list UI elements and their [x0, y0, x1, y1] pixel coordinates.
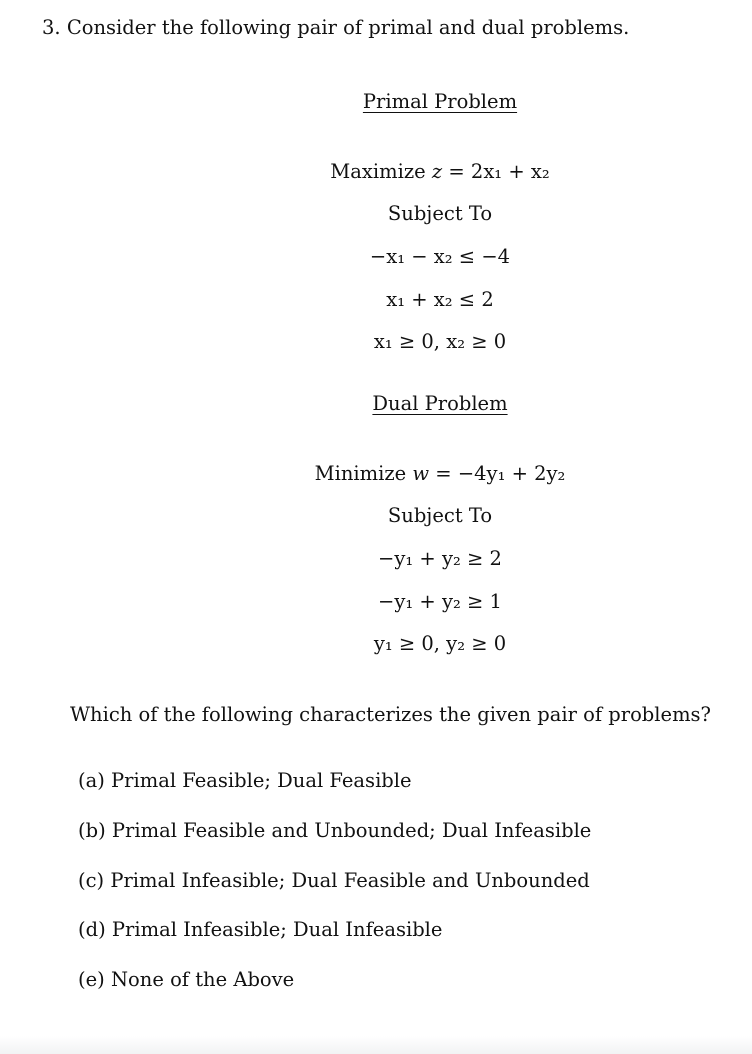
primal-constraint-2: x₁ + x₂ ≤ 2: [386, 288, 494, 311]
option-text: Primal Infeasible; Dual Infeasible: [111, 918, 443, 941]
option-label: (a): [78, 769, 105, 792]
primal-objective-expr: 2x₁ + x₂: [470, 160, 550, 183]
option-text: None of the Above: [110, 968, 295, 991]
option-e[interactable]: [78, 968, 294, 991]
dual-heading: Dual Problem: [372, 392, 508, 415]
question-number: 3.: [42, 16, 61, 39]
dual-objective-var: w: [412, 462, 430, 485]
question-header: [42, 16, 629, 39]
option-b[interactable]: [78, 819, 591, 842]
dual-objective-label: Minimize: [314, 462, 407, 485]
option-text: Primal Feasible and Unbounded; Dual Infeasible: [111, 819, 592, 842]
primal-heading: Primal Problem: [362, 90, 518, 113]
primal-subject-to: Subject To: [387, 202, 493, 225]
primal-objective-var: z: [431, 160, 443, 183]
question-text: Consider the following pair of primal and dual problems.: [66, 16, 630, 39]
primal-constraint-1: −x₁ − x₂ ≤ −4: [369, 245, 511, 268]
primal-objective: [0, 160, 752, 183]
option-label: (d): [78, 918, 106, 941]
option-label: (b): [78, 819, 106, 842]
dual-subject-to: Subject To: [387, 504, 493, 527]
dual-constraint-1: −y₁ + y₂ ≥ 2: [378, 547, 502, 570]
question-prompt: Which of the following characterizes the given pair of problems?: [70, 703, 712, 726]
option-text: Primal Feasible; Dual Feasible: [111, 769, 412, 792]
primal-objective-equals: =: [448, 160, 465, 183]
dual-constraint-3: y₁ ≥ 0, y₂ ≥ 0: [373, 632, 507, 655]
primal-objective-label: Maximize: [330, 160, 426, 183]
dual-objective-equals: =: [435, 462, 452, 485]
option-label: (e): [78, 968, 105, 991]
dual-objective-expr: −4y₁ + 2y₂: [457, 462, 566, 485]
dual-objective: [0, 462, 752, 485]
option-text: Primal Infeasible; Dual Feasible and Unbounded: [110, 869, 590, 892]
option-c[interactable]: [78, 869, 590, 892]
primal-constraint-3: x₁ ≥ 0, x₂ ≥ 0: [373, 330, 507, 353]
option-d[interactable]: [78, 918, 442, 941]
page-bottom-edge: [0, 1036, 752, 1054]
option-label: (c): [78, 869, 105, 892]
dual-constraint-2: −y₁ + y₂ ≥ 1: [378, 590, 502, 613]
option-a[interactable]: [78, 769, 412, 792]
